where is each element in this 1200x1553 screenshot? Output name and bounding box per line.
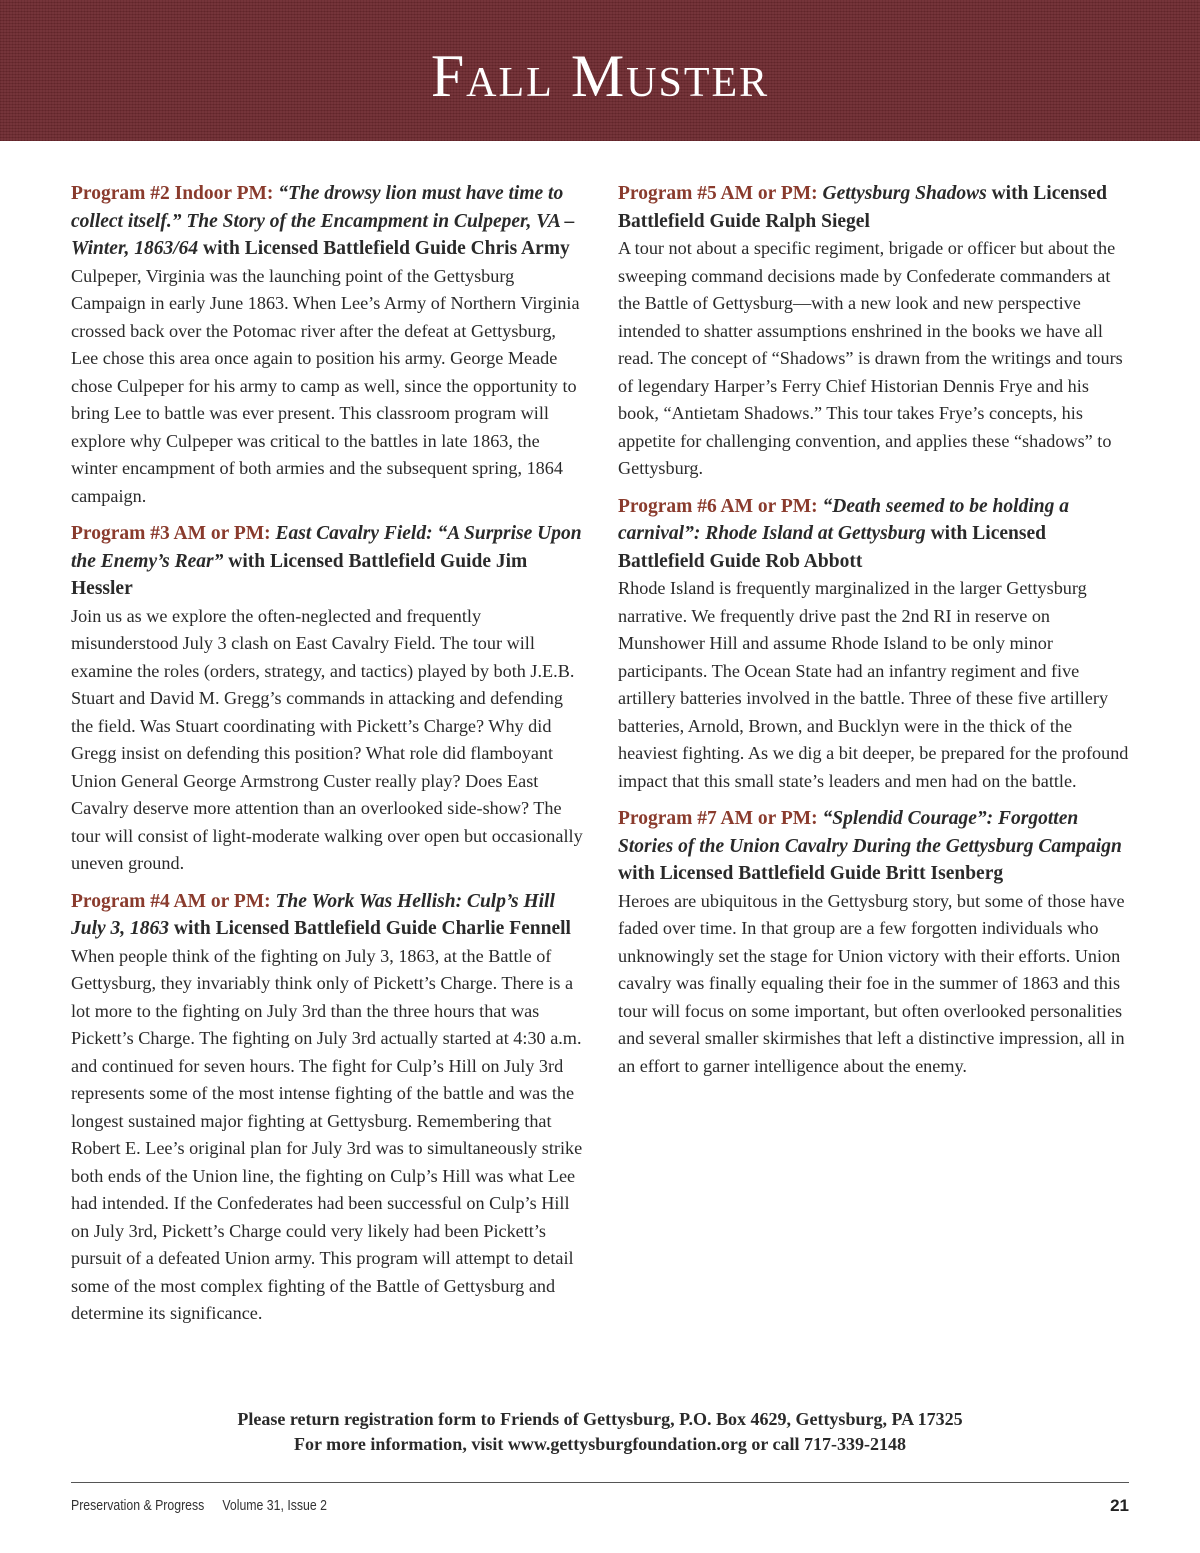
program-title: East Cavalry Field: “A Surprise Upon the Enemy’s Rear” [71,523,582,572]
program-heading [71,180,586,263]
program-description: When people think of the fighting on July 3, 1863, at the Battle of Gettysburg, they invariably think only of Pickett’s Charge. There is a lot more to the fighting on July 3rd than the three hours that was Pickett’s Charge. The fighting on July 3rd actually started at 4:30 a.m. and continued for seven hours. The fight for Culp’s Hill on July 3rd represents some of the most intense fighting of the battle and was the longest sustained major fighting at Gettysburg. Remembering that Robert E. Lee’s original plan for July 3rd was to simultaneously strike both ends of the Union line, the fighting on Culp’s Hill was what Lee had intended. If the Confederates had been successful on Culp’s Hill on July 3rd, Pickett’s Charge could very likely had been Pickett’s pursuit of a defeated Union army. This program will attempt to detail some of the most complex fighting of the Battle of Gettysburg and determine its significance. [71,945,583,1323]
left-column [71,180,586,1338]
program-description: A tour not about a specific regiment, brigade or officer but about the sweeping command decisions made by Confederate commanders at the Battle of Gettysburg—with a new look and new perspective intended to shatter assumptions enshrined in the books we have all read. The concept of “Shadows” is drawn from the writings and tours of legendary Harper’s Ferry Chief Historian Dennis Frye and his book, “Antietam Shadows.” This tour takes Frye’s concepts, his appetite for challenging convention, and applies these “shadows” to Gettysburg. [618,238,1123,478]
program-guide: with Licensed Battlefield Guide Rob Abbott [618,523,1046,572]
program-heading [618,805,1133,888]
program-title: The Work Was Hellish: Culp’s Hill July 3, 1863 [71,890,555,939]
program-guide: with Licensed Battlefield Guide Jim Hessler [71,550,528,599]
program-heading [618,180,1133,235]
right-column [618,180,1133,1090]
program-4 [71,888,586,1328]
program-title: “Splendid Courage”: Forgotten Stories of the Union Cavalry During the Gettysburg Campaign [618,808,1122,857]
program-title: Gettysburg Shadows [822,183,987,204]
program-title: “Death seemed to be holding a carnival”: Rhode Island at Gettysburg [618,495,1069,544]
program-description: Rhode Island is frequently marginalized in the larger Gettysburg narrative. We frequently drive past the 2nd RI in reserve on Munshower Hill and assume Rhode Island to be only minor participants. The Ocean State had an infantry regiment and five artillery batteries involved in the battle. Three of these five artillery batteries, Arnold, Brown, and Bucklyn were in the thick of the heaviest fighting. As we dig a bit deeper, be prepared for the profound impact that this small state’s leaders and men had on the battle. [618,578,1129,791]
program-7 [618,805,1133,1080]
footer-publication [71,1497,327,1514]
page-number: 21 [1110,1496,1129,1515]
registration-note [0,1407,1200,1457]
program-description: Heroes are ubiquitous in the Gettysburg story, but some of those have faded over time. In that group are a few forgotten individuals who unknowingly set the stage for Union victory with their efforts. Union cavalry was finally equaling their foe in the summer of 1863 and this tour will focus on some important, but often overlooked personalities and several smaller skirmishes that left a distinctive impression, all in an effort to garner intelligence about the enemy. [618,890,1125,1076]
program-heading [71,888,586,943]
issue-label: Volume 31, Issue 2 [222,1497,327,1514]
program-guide: with Licensed Battlefield Guide Chris Army [198,238,570,259]
program-guide: with Licensed Battlefield Guide Charlie Fennell [169,918,571,939]
program-guide: with Licensed Battlefield Guide Britt Isenberg [618,863,1004,884]
publication-name: Preservation & Progress [71,1497,205,1514]
program-2 [71,180,586,510]
program-number: Program #5 AM or PM: [618,183,818,204]
program-6 [618,493,1133,796]
program-number: Program #2 Indoor PM: [71,183,274,204]
program-3 [71,520,586,878]
registration-address: Please return registration form to Friends of Gettysburg, P.O. Box 4629, Gettysburg, PA 17325 [237,1409,963,1429]
more-info-line: For more information, visit www.gettysburgfoundation.org or call 717-339-2148 [294,1434,906,1454]
footer-divider [71,1482,1129,1483]
program-number: Program #4 AM or PM: [71,890,271,912]
page-title: Fall Muster [430,43,770,109]
program-number: Program #7 AM or PM: [618,808,818,829]
program-5 [618,180,1133,483]
program-description: Culpeper, Virginia was the launching point of the Gettysburg Campaign in early June 1863. When Lee’s Army of Northern Virginia crossed back over the Potomac river after the defeat at Gettysburg, Lee chose this area once again to position his army. George Meade chose Culpeper for his army to camp as well, since the opportunity to bring Lee to battle was ever present. This classroom program will explore why Culpeper was critical to the battles in late 1863, the winter encampment of both armies and the subsequent spring, 1864 campaign. [71,265,580,506]
program-guide: with Licensed Battlefield Guide Ralph Siegel [618,183,1107,232]
program-number: Program #3 AM or PM: [71,523,271,544]
header-banner [0,0,1200,141]
program-heading [71,520,586,603]
program-description: Join us as we explore the often-neglected and frequently misunderstood July 3 clash on East Cavalry Field. The tour will examine the roles (orders, strategy, and tactics) played by both J.E.B. Stuart and David M. Gregg’s commands in attacking and defending the field. Was Stuart coordinating with Pickett’s Charge? Why did Gregg insist on defending this position? What role did flamboyant Union General George Armstrong Custer really play? Does East Cavalry deserve more attention than an overlooked side-show? The tour will consist of light-moderate walking over open but occasionally uneven ground. [71,605,583,873]
program-heading [618,493,1133,576]
program-title: “The drowsy lion must have time to collect itself.” The Story of the Encampment in Culpeper, VA – Winter, 1863/64 [71,183,575,259]
program-number: Program #6 AM or PM: [618,495,818,517]
